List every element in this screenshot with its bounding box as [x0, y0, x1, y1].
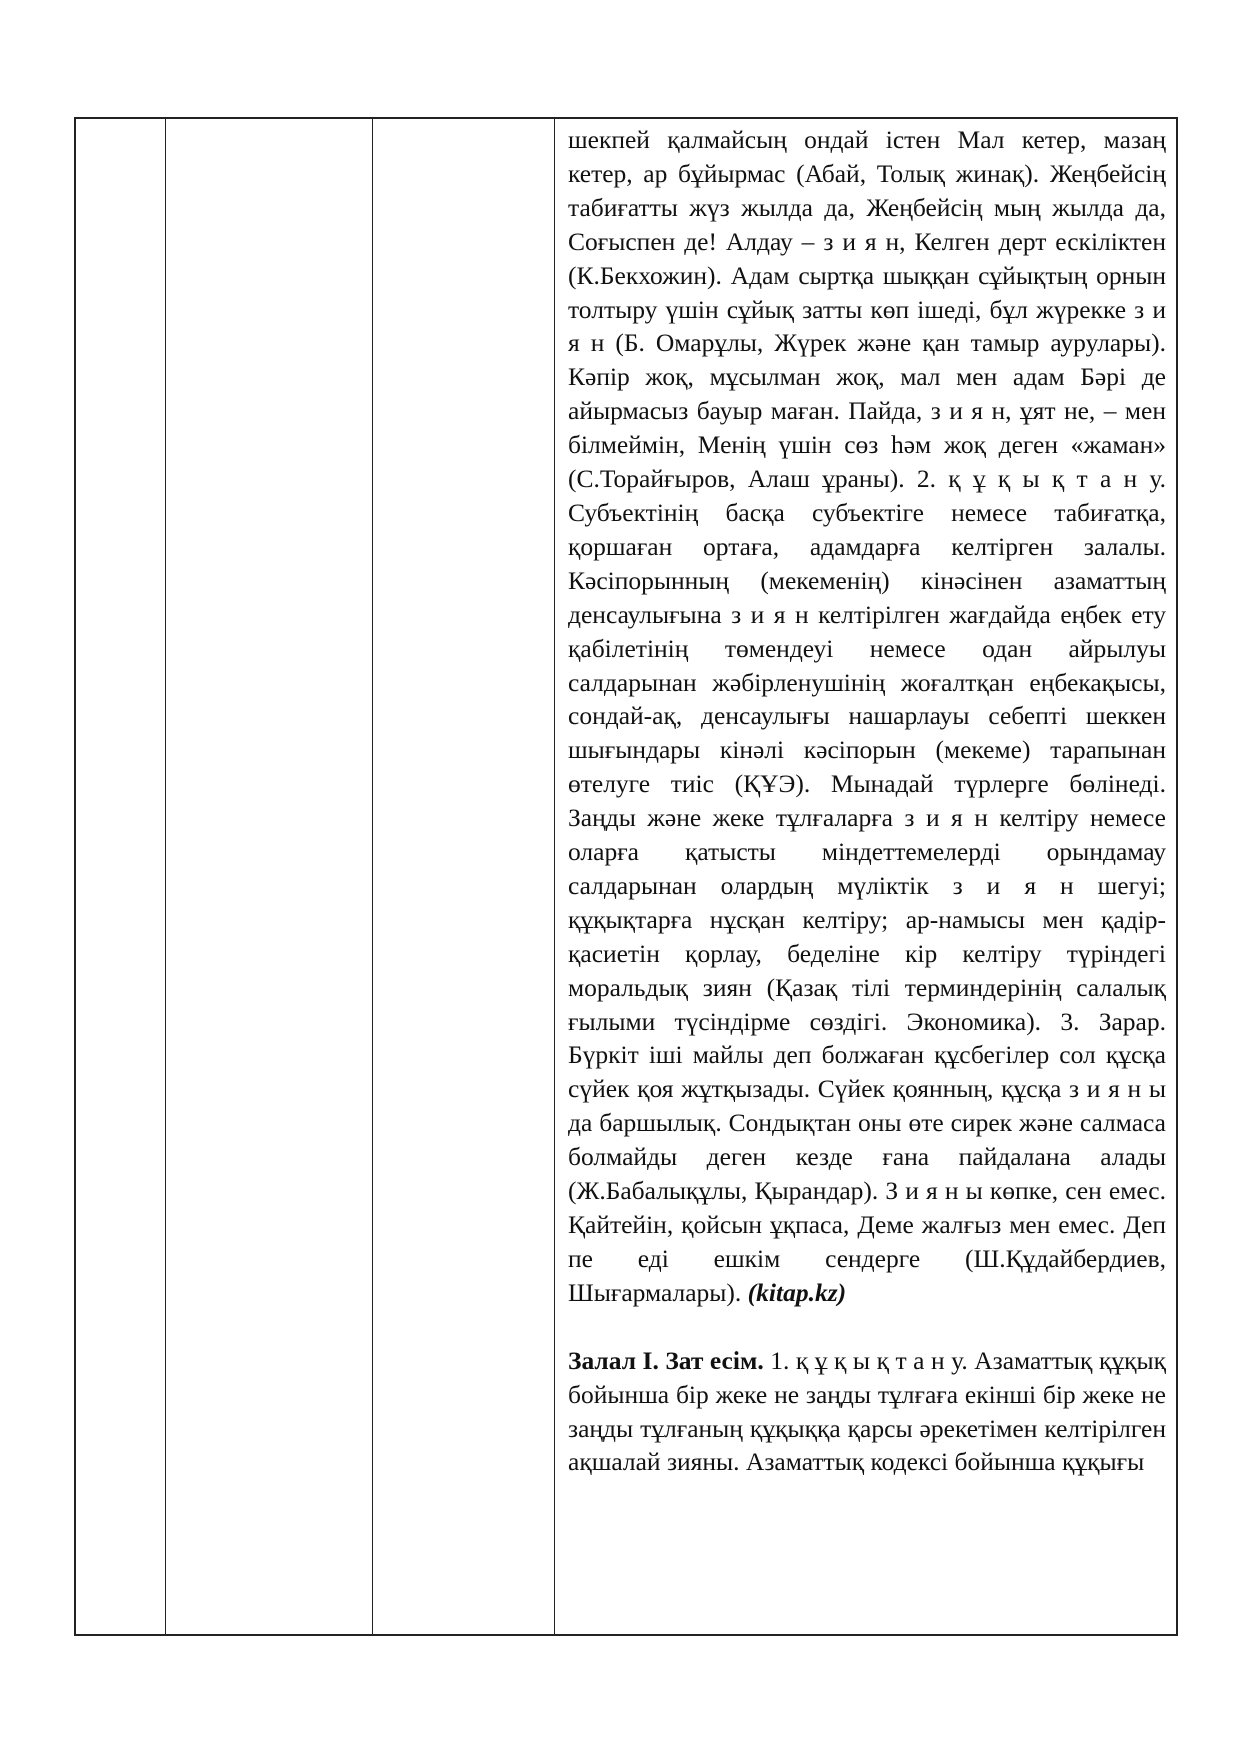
definition-paragraph-1 [568, 123, 1166, 1310]
headword: Залал І. Зат есім. [568, 1345, 764, 1375]
definition-paragraph-2 [568, 1344, 1166, 1480]
table-column-3 [373, 119, 555, 1634]
paragraph-spacer [568, 1310, 1166, 1344]
dictionary-table [74, 117, 1178, 1636]
table-column-definition [555, 119, 1176, 1634]
table-column-2 [166, 119, 373, 1634]
table-column-1 [76, 119, 166, 1634]
definition-text-1: шекпей қалмайсың ондай істен Мал кетер, мазаң кетер, ар бұйырмас (Абай, Толық жинақ). Жеңбейсің табиғатты жүз жылда да, Жеңбейсің мың жылда да, Соғыспен де! Алдау – з и я н, Келген дерт ескіліктен (К.Бекхожин). Адам сыртқа шыққан сұйықтың орнын толтыру үшін сұйық затты көп ішеді, бұл жүрекке з и я н (Б. Омарұлы, Жүрек және қан тамыр аурулары). Кәпір жоқ, мұсылман жоқ, мал мен адам Бәрі де айырмасыз бауыр маған. Пайда, з и я н, ұят не, – мен білмеймін, Менің үшін сөз һәм жоқ деген «жаман» (С.Торайғыров, Алаш ұраны). 2. қ ұ қ ы қ т а н у. Субъектінің басқа субъектіге немесе табиғатқа, қоршаған ортаға, адамдарға келтірген залалы. Кәсіпорынның (мекеменің) кінәсінен азаматтың денсаулығына з и я н келтірілген жағдайда еңбек ету қабілетінің төмендеуі немесе одан айрылуы салдарынан жәбірленушінің жоғалтқан еңбекақысы, сондай-ақ, денсаулығы нашарлауы себепті шеккен шығындары кінәлі кәсіпорын (мекеме) тарапынан өтелуге тиіс (ҚҰЭ). Мынадай түрлерге бөлінеді. Заңды және жеке тұлғаларға з и я н келтіру немесе оларға қатысты міндеттемелерді орындамау салдарынан олардың мүліктік з и я н шегуі; құқықтарға нұсқан келтіру; ар-намысы мен қадір-қасиетін қорлау, беделіне кір келтіру түріндегі моральдық зиян (Қазақ тілі терминдерінің салалық ғылыми түсіндірме сөздігі. Экономика). 3. Зарар. Бүркіт іші майлы деп болжаған құсбегілер сол құсқа сүйек қоя жұтқызады. Сүйек қоянның, құсқа з и я н ы да баршылық. Сондықтан оны өте сирек және салмаса болмайды деген кезде ғана пайдалана алады (Ж.Бабалықұлы, Қырандар). З и я н ы көпке, сен емес. Қайтейін, қойсын ұқпаса, Деме жалғыз мен емес. Деп пе еді ешкім сендерге (Ш.Құдайбердиев, Шығармалары). [568, 125, 1166, 1307]
source-tag: (kitap.kz) [747, 1277, 847, 1307]
definition-text-2: 1. қ ұ қ ы қ т а н у. Азаматтық құқық бойынша бір жеке не заңды тұлғаға екінші бір жеке не заңды тұлғаның құқыққа қарсы әрекетімен келтірілген ақшалай зияны. Азаматтық кодексі бойынша құқығы [568, 1345, 1167, 1477]
